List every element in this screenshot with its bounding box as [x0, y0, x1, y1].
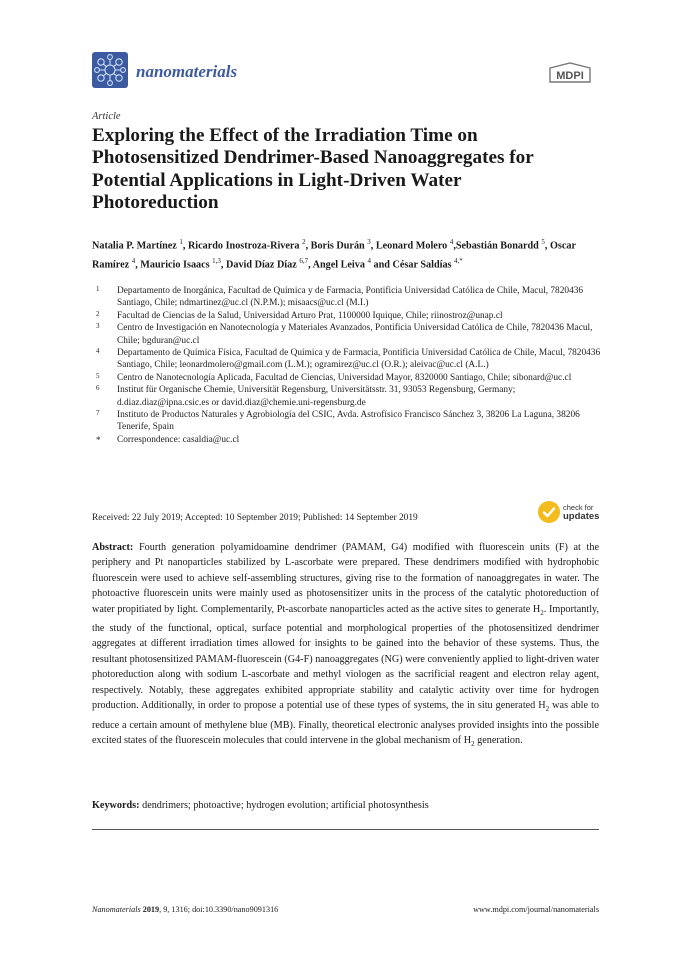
journal-name: nanomaterials	[136, 62, 238, 81]
author-affiliation-mark[interactable]: 1	[179, 238, 183, 246]
affiliation-list	[96, 285, 606, 446]
affiliation-text: Departamento de Química Física, Facultad de Química y de Farmacia, Pontificia Universidad Católica de Chile, Macul, 7820436 Santiago, Chile; leonardmolero@gmail.com (L.M.); ogramirez@uc.cl (O.R.); aleivac@uc.cl (A.L.)	[117, 348, 601, 371]
author-name: David Díaz Díaz	[226, 259, 297, 271]
author-name: Natalia P. Martínez	[92, 240, 177, 252]
journal-logo-icon	[92, 52, 128, 88]
author-list	[92, 235, 602, 273]
author-separator: ,	[544, 240, 550, 252]
updates-badge-line1: check for	[563, 503, 594, 512]
author-separator: ,	[370, 240, 376, 252]
author-separator: ,	[305, 240, 311, 252]
author-name: Ricardo Inostroza-Rivera	[187, 240, 300, 252]
journal-url-link[interactable]: www.mdpi.com/journal/nanomaterials	[473, 905, 599, 914]
affiliation-item	[96, 409, 606, 434]
affiliation-item	[96, 384, 606, 409]
author-separator: ,	[453, 240, 456, 252]
affiliation-text: Centro de Nanotecnología Aplicada, Facultad de Ciencias, Universidad Mayor, 8320000 Santiago, Chile; sibonard@uc.cl	[117, 372, 572, 383]
keywords-label: Keywords:	[92, 800, 140, 811]
author-affiliation-mark[interactable]: 2	[302, 238, 306, 246]
affiliation-text: Centro de Investigación en Nanotecnología y Materiales Avanzados, Pontificia Universidad Católica de Chile, 7820436 Macul, Chile; bgduran@uc.cl	[117, 323, 593, 346]
section-divider	[92, 829, 599, 830]
author-affiliation-mark[interactable]: 5	[541, 238, 545, 246]
author-affiliation-mark[interactable]: 4,*	[454, 256, 463, 265]
check-for-updates-badge[interactable]	[538, 500, 600, 526]
publisher-logo	[546, 62, 594, 84]
author-affiliation-mark[interactable]: 3	[367, 238, 371, 246]
keywords	[92, 800, 599, 811]
checkmark-icon	[538, 501, 560, 523]
author-name: César Saldías	[392, 259, 452, 271]
author-affiliation-mark[interactable]: 4	[367, 256, 371, 265]
abstract-label: Abstract:	[92, 542, 134, 553]
affiliation-number: 4	[96, 347, 100, 356]
author-name: Sebastián Bonardd	[455, 240, 539, 252]
affiliation-number: 6	[96, 384, 100, 393]
author-separator: ,	[308, 259, 313, 271]
author-separator: ,	[135, 259, 141, 271]
affiliation-number: 7	[96, 409, 100, 418]
updates-badge-line2: updates	[563, 511, 600, 522]
affiliation-item	[96, 372, 606, 384]
affiliation-number: 5	[96, 371, 100, 380]
publisher-name: MDPI	[556, 70, 584, 82]
author-name: Mauricio Isaacs	[140, 259, 210, 271]
abstract-text-1: Fourth generation polyamidoamine dendrimer (PAMAM, G4) modified with fluorescein units (F) at the periphery and Pt nanoparticles stabilized by L-ascorbate were prepared. These dendrimers modified with hydrophobic fluorescein were used to achieve self-assembling structures, giving rise to the formation of nanoaggregates in water. The photoactive fluorescein units were mainly used as photosensitizer units in the process of the catalytic photoreduction of water propitiated by light. Complementarily, Pt-ascorbate nanoparticles acted as the active sites to generate H	[92, 542, 599, 615]
author-affiliation-mark[interactable]: 4	[449, 238, 454, 246]
author-name: Boris Durán	[310, 240, 365, 252]
affiliation-number: 2	[96, 309, 100, 318]
abstract-sub-2: 2	[545, 705, 550, 714]
correspondence-text[interactable]: Correspondence: casaldia@uc.cl	[117, 434, 240, 445]
citation-footer	[92, 905, 278, 914]
author-name: Leonard Molero	[375, 240, 448, 252]
author-separator: ,	[182, 240, 188, 252]
abstract-text-3: was able to reduce a certain amount of methylene blue (MB). Finally, theoretical electronic analyses provided insights into the possible excited states of the fluorescein molecules that could intervene in the global mechanism of H	[92, 700, 599, 746]
affiliation-number: 3	[96, 322, 100, 331]
abstract-sub-1: 2	[540, 608, 544, 617]
author-affiliation-mark[interactable]: 4	[131, 256, 136, 265]
affiliation-item	[96, 347, 606, 372]
abstract	[92, 540, 599, 752]
footer-journal: Nanomaterials	[92, 905, 141, 914]
affiliation-text: Departamento de Inorgánica, Facultad de Química y de Farmacia, Pontificia Universidad Católica de Chile, Macul, 7820436 Santiago, Chile; ndmartinez@uc.cl (N.P.M.); misaacs@uc.cl (M.I.)	[117, 286, 584, 309]
affiliation-text: Institut für Organische Chemie, Universität Regensburg, Universitätsstr. 31, 93053 Regensburg, Germany; d.diaz.diaz@ipna.csic.es or david.diaz@chemie.uni-regensburg.de	[117, 385, 516, 408]
affiliation-text: Instituto de Productos Naturales y Agrobiología del CSIC, Avda. Astrofísico Francisco Sánchez 3, 38206 La Laguna, 38206 Tenerife, Spain	[117, 410, 580, 433]
affiliation-text: Facultad de Ciencias de la Salud, Universidad Arturo Prat, 1100000 Iquique, Chile; riinostroz@unap.cl	[117, 310, 503, 321]
footer-year: 2019	[142, 905, 160, 914]
affiliation-item	[96, 285, 606, 310]
abstract-text-4: generation.	[474, 734, 523, 746]
affiliation-item	[96, 310, 606, 322]
correspondence	[96, 434, 606, 446]
publication-dates: Received: 22 July 2019; Accepted: 10 September 2019; Published: 14 September 2019	[92, 513, 418, 523]
article-title: Exploring the Effect of the Irradiation Time on Photosensitized Dendrimer-Based Nanoaggregates for Potential Applications in Light-Driven Water Photoreduction	[92, 125, 534, 213]
footer-doi: , 9, 1316; doi:10.3390/nano9091316	[159, 905, 279, 914]
article-type: Article	[92, 111, 121, 122]
author-name: Oscar Ramírez	[92, 240, 576, 271]
abstract-sub-3: 2	[471, 739, 475, 748]
author-affiliation-mark[interactable]: 6,7	[299, 256, 309, 265]
affiliation-item	[96, 322, 606, 347]
correspondence-mark: *	[96, 434, 101, 445]
affiliation-number: 1	[96, 285, 100, 293]
abstract-text-2: . Importantly, the study of the functional, optical, surface potential and morphological properties of the photosensitized dendrimer aggregates at different irradiation times allowed for insights to be gained into the behavior of these systems. Thus, the resultant photosensitized PAMAM-fluorescein (G4-F) nanoaggregates (NG) were conveniently applied to light-driven water photoreduction along with sodium L-ascorbate and methyl viologen as the sacrificial reagent and electron relay agent, respectively. Notably, these aggregates exhibited appropriate stability and catalytic activity over time for hydrogen production. Additionally, in order to propose a potential use of these types of systems, the in situ generated H	[92, 603, 599, 712]
author-name: Angel Leiva	[312, 259, 365, 271]
author-separator: and	[371, 259, 393, 271]
author-separator: ,	[220, 259, 227, 271]
author-affiliation-mark[interactable]: 1,3	[212, 256, 221, 265]
keywords-text: dendrimers; photoactive; hydrogen evolution; artificial photosynthesis	[139, 800, 429, 811]
